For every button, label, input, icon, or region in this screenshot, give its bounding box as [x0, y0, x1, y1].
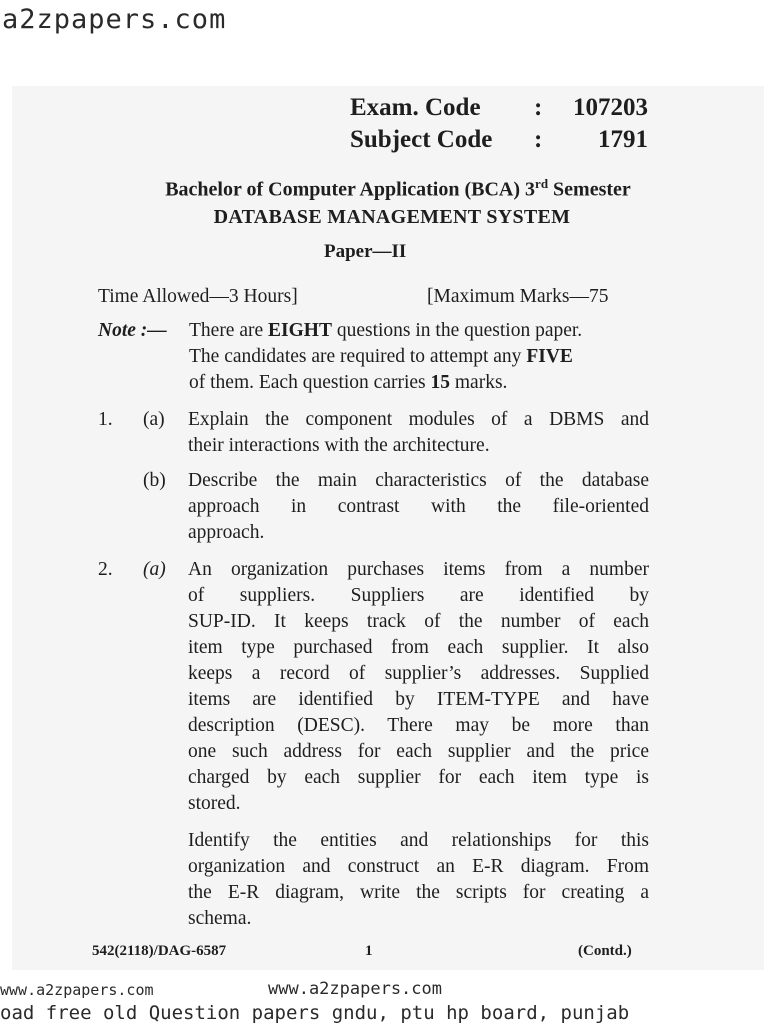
course-title	[0, 176, 768, 202]
question-text-line: SUP-ID. It keeps track of the number of each	[188, 611, 649, 632]
course-title-sup: rd	[535, 176, 549, 191]
note-line-1	[189, 318, 649, 344]
site-footer-link-center[interactable]: www.a2zpapers.com	[268, 979, 442, 999]
note-emphasis: 15	[430, 372, 450, 393]
subject-code-colon: :	[534, 126, 543, 153]
question-number: 2.	[98, 559, 113, 580]
subject-title: DATABASE MANAGEMENT SYSTEM	[213, 206, 571, 228]
question-text-line: description (DESC). There may be more than	[188, 715, 649, 736]
note-text: of them. Each question carries	[189, 372, 431, 393]
question-text-line: schema.	[188, 908, 252, 929]
question-text-line: their interactions with the architecture.	[188, 435, 490, 456]
question-text-line: An organization purchases items from a number	[188, 559, 649, 580]
page-number: 1	[365, 943, 373, 959]
note-text: marks.	[450, 372, 508, 393]
note-text: There are	[189, 320, 269, 341]
question-text-line: items are identified by ITEM-TYPE and have	[188, 689, 649, 710]
note-line-3	[189, 370, 649, 396]
course-title-suffix: Semester	[548, 178, 631, 201]
question-text-line: Identify the entities and relationships for this	[188, 830, 649, 851]
question-number: 1.	[98, 409, 113, 430]
exam-code-label: Exam. Code	[350, 94, 481, 121]
exam-code-colon: :	[534, 94, 543, 121]
question-part-label: (b)	[143, 470, 166, 491]
site-footer-link-left[interactable]: www.a2zpapers.com	[0, 981, 154, 999]
note-text: The candidates are required to attempt any	[189, 346, 527, 367]
question-part-label: (a)	[143, 559, 166, 580]
subject-code-label: Subject Code	[350, 126, 493, 153]
note-text: questions in the question paper.	[331, 320, 583, 341]
question-text-line: charged by each supplier for each item type is	[188, 767, 649, 788]
question-text-line: the E-R diagram, write the scripts for creating a	[188, 882, 649, 903]
note-emphasis: EIGHT	[268, 320, 332, 341]
question-text-line: keeps a record of supplier’s addresses. Supplied	[188, 663, 649, 684]
question-text-line: approach in contrast with the file-oriented	[188, 496, 649, 517]
continued-marker: (Contd.)	[578, 943, 632, 959]
question-text-line: Explain the component modules of a DBMS and	[188, 409, 649, 430]
note-emphasis: FIVE	[526, 346, 573, 367]
question-text-line: item type purchased from each supplier. It also	[188, 637, 649, 658]
exam-code-value: 107203	[573, 94, 648, 121]
note-line-2	[189, 344, 649, 370]
question-text-line: one such address for each supplier and the price	[188, 741, 649, 762]
paper-number: Paper—II	[324, 241, 407, 262]
question-text-line: approach.	[188, 522, 265, 543]
time-allowed: Time Allowed—3 Hours]	[98, 286, 298, 307]
question-text-line: Describe the main characteristics of the database	[188, 470, 649, 491]
question-part-label: (a)	[143, 409, 165, 430]
question-text-line: organization and construct an E-R diagram. From	[188, 856, 649, 877]
question-text-line: of suppliers. Suppliers are identified by	[188, 585, 649, 606]
paper-footer-code: 542(2118)/DAG-6587	[92, 943, 227, 959]
note-label: Note :—	[98, 320, 167, 341]
site-footer-banner: oad free old Question papers gndu, ptu hp board, punjab	[0, 1002, 630, 1024]
question-text-line: stored.	[188, 793, 241, 814]
maximum-marks: [Maximum Marks—75	[427, 286, 609, 307]
course-title-prefix: Bachelor of Computer Application (BCA) 3	[165, 178, 536, 201]
subject-code-value: 1791	[598, 126, 648, 153]
site-header-watermark: a2zpapers.com	[2, 4, 227, 35]
